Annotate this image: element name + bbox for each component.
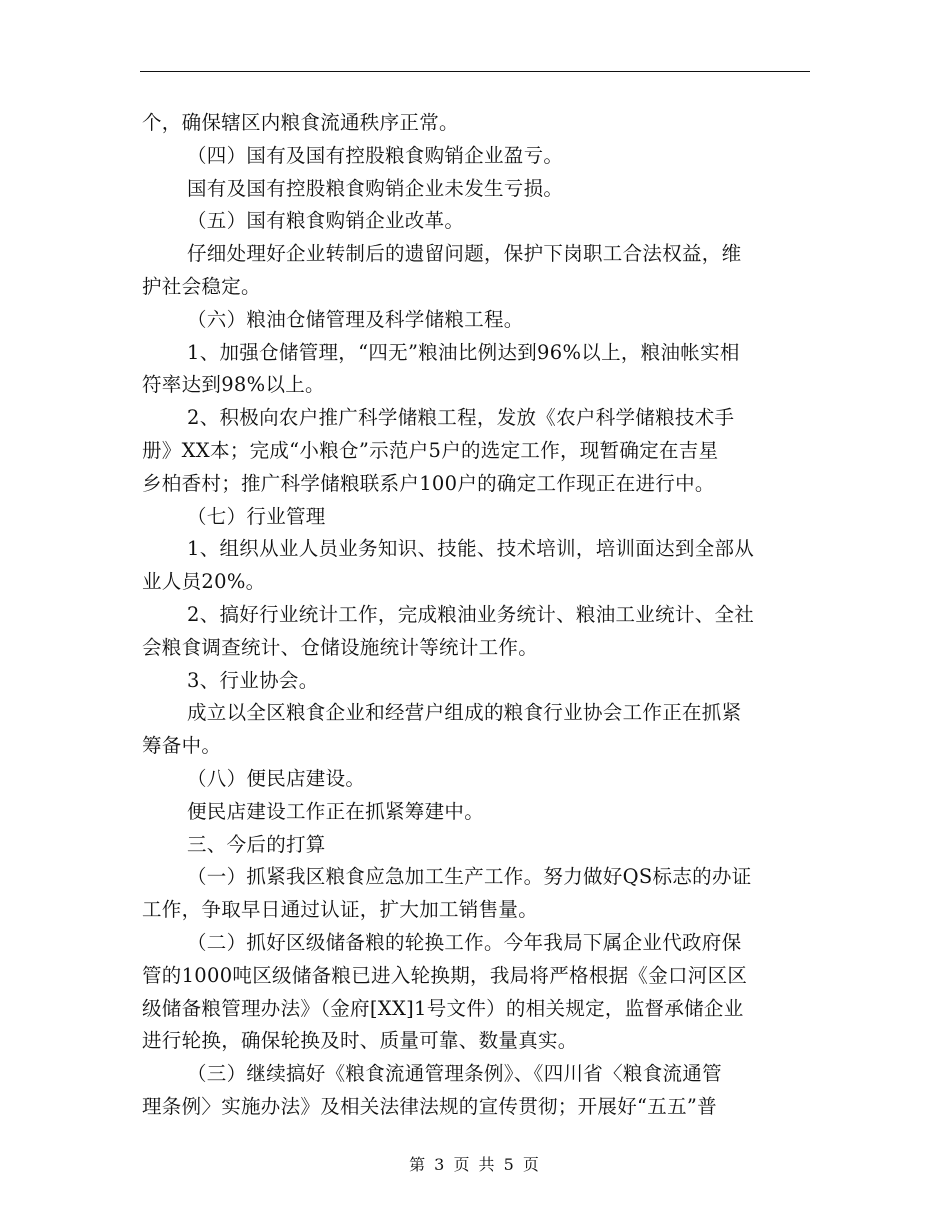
page-footer: 第 3 页 共 5 页 [409, 1155, 541, 1174]
text-line: （一）抓紧我区粮食应急加工生产工作。努力做好QS标志的办证 [187, 865, 752, 889]
text-line: 便民店建设工作正在抓紧筹建中。 [187, 799, 485, 823]
text-line: 管的1000吨区级储备粮已进入轮换期，我局将严格根据《金口河区区 [142, 963, 748, 987]
text-line: 成立以全区粮食企业和经营户组成的粮食行业协会工作正在抓紧 [187, 701, 742, 725]
text-line: 国有及国有控股粮食购销企业未发生亏损。 [187, 176, 564, 200]
document-body [142, 107, 808, 1124]
text-line: 乡柏香村；推广科学储粮联系户100户的确定工作现正在进行中。 [142, 471, 715, 495]
text-line: （四）国有及国有控股粮食购销企业盈亏。 [187, 143, 564, 167]
text-line: （三）继续搞好《粮食流通管理条例》、《四川省〈粮食流通管 [187, 1062, 722, 1086]
text-line: 护社会稳定。 [142, 274, 261, 298]
text-line: （二）抓好区级储备粮的轮换工作。今年我局下属企业代政府保 [187, 930, 742, 954]
text-line: 1、加强仓储管理，“四无”粮油比例达到96%以上，粮油帐实相 [187, 340, 740, 364]
text-line: （五）国有粮食购销企业改革。 [187, 209, 465, 233]
text-line: （七）行业管理 [187, 504, 326, 528]
text-line: 1、组织从业人员业务知识、技能、技术培训，培训面达到全部从 [187, 537, 755, 561]
text-line: 个，确保辖区内粮食流通秩序正常。 [142, 111, 459, 134]
text-line: 进行轮换，确保轮换及时、质量可靠、数量真实。 [142, 1029, 578, 1053]
text-line: 工作，争取早日通过认证，扩大加工销售量。 [142, 898, 539, 922]
header-rule [140, 71, 810, 72]
text-line: 符率达到98%以上。 [142, 373, 325, 397]
text-line: 仔细处理好企业转制后的遗留问题，保护下岗职工合法权益，维 [187, 242, 742, 266]
text-line: 2、搞好行业统计工作，完成粮油业务统计、粮油工业统计、全社 [187, 602, 755, 626]
text-line: 册》XX本；完成“小粮仓”示范户5户的选定工作，现暂确定在吉星 [142, 438, 719, 462]
text-line: 业人员20%。 [142, 570, 266, 594]
text-line: 2、积极向农户推广科学储粮工程，发放《农户科学储粮技术手 [187, 406, 735, 430]
text-line: 会粮食调查统计、仓储设施统计等统计工作。 [142, 635, 539, 659]
text-line: 级储备粮管理办法》（金府[XX]1号文件）的相关规定，监督承储企业 [142, 996, 744, 1020]
text-line: （六）粮油仓储管理及科学储粮工程。 [187, 307, 524, 331]
text-line: （八）便民店建设。 [187, 766, 366, 790]
text-line: 3、行业协会。 [187, 668, 319, 692]
text-line: 理条例〉实施办法》及相关法律法规的宣传贯彻；开展好“五五”普 [142, 1094, 717, 1118]
text-line: 三、今后的打算 [187, 832, 326, 856]
text-line: 筹备中。 [142, 734, 222, 758]
